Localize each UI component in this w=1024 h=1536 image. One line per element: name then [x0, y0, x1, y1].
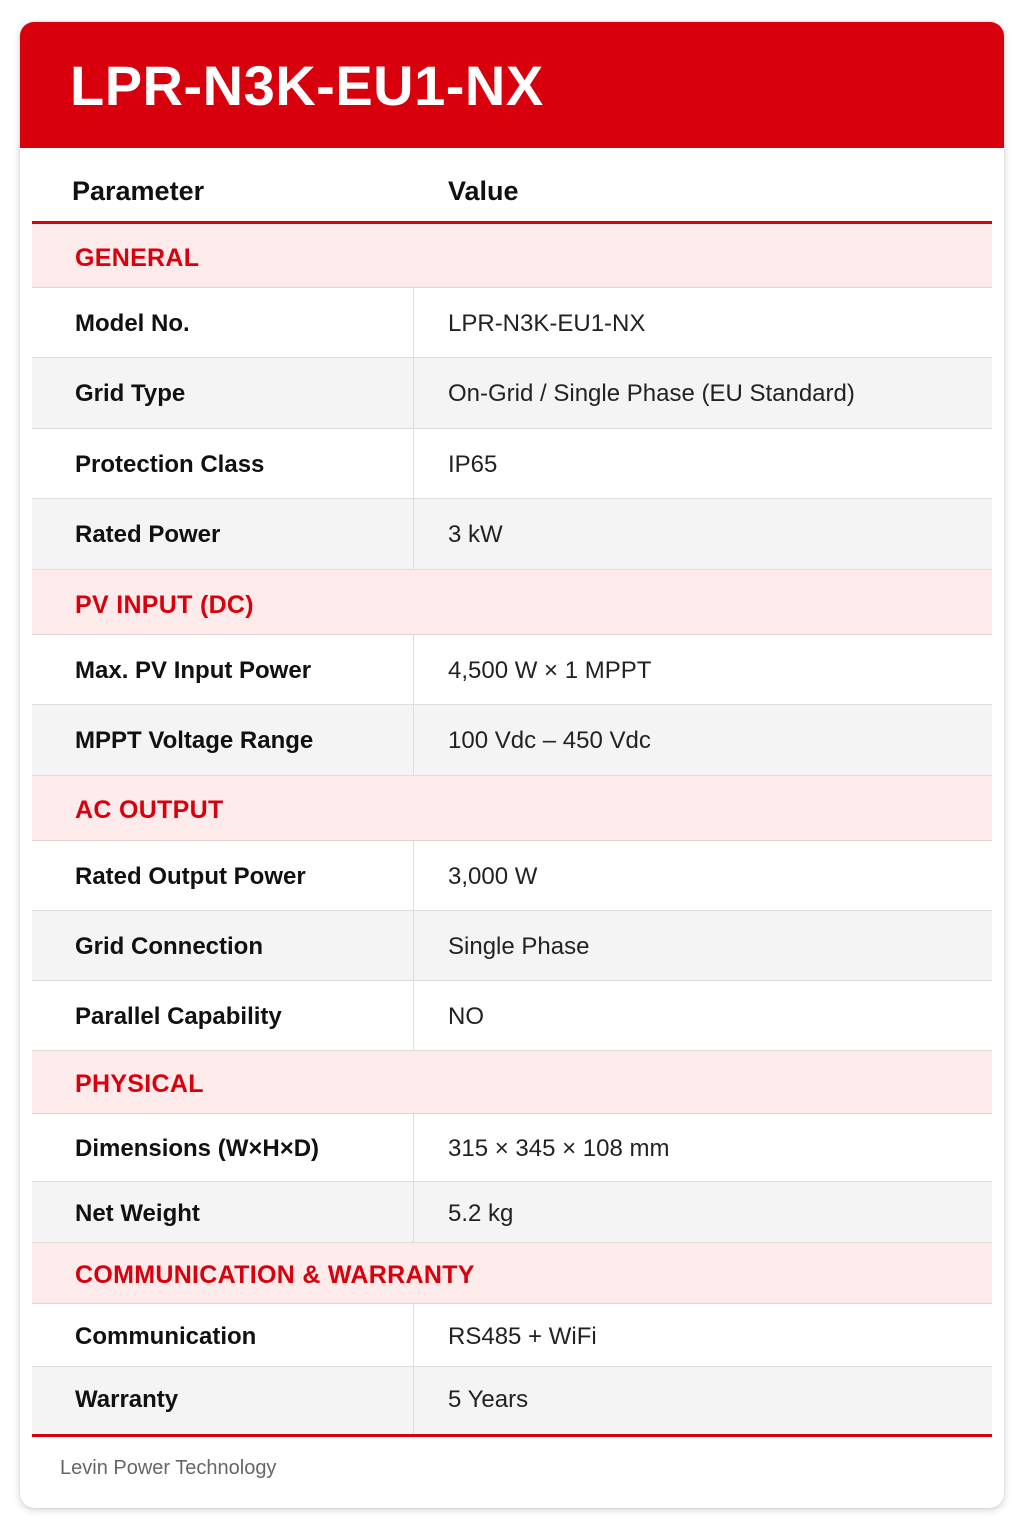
column-divider — [413, 429, 414, 498]
parameter-cell: MPPT Voltage Range — [75, 727, 314, 754]
parameter-cell: Warranty — [75, 1386, 179, 1413]
parameter-cell: Grid Type — [75, 380, 186, 407]
value-cell: 3 kW — [448, 521, 503, 548]
table-row — [32, 429, 992, 499]
title-bar — [20, 22, 1004, 148]
parameter-cell: Rated Output Power — [75, 863, 306, 890]
value-cell: 315 × 345 × 108 mm — [448, 1135, 670, 1162]
value-cell: NO — [448, 1003, 484, 1030]
parameter-cell: Net Weight — [75, 1200, 200, 1227]
header-parameter: Parameter — [72, 176, 205, 206]
table-row — [32, 981, 992, 1051]
column-divider — [413, 841, 414, 910]
table-row — [32, 1304, 992, 1367]
column-divider — [413, 1182, 414, 1242]
column-divider — [413, 1304, 414, 1366]
parameter-cell: Max. PV Input Power — [75, 657, 312, 684]
parameter-cell: Rated Power — [75, 521, 221, 548]
section-label: PV INPUT (DC) — [75, 591, 254, 619]
column-divider — [413, 981, 414, 1050]
table-row — [32, 288, 992, 358]
section-label: COMMUNICATION & WARRANTY — [75, 1261, 475, 1289]
column-divider — [413, 705, 414, 775]
value-cell: Single Phase — [448, 933, 590, 960]
column-divider — [413, 1367, 414, 1434]
section-row — [32, 570, 992, 635]
value-cell: 5.2 kg — [448, 1200, 514, 1227]
table-header-row — [32, 148, 992, 224]
column-divider — [413, 1114, 414, 1181]
table-row — [32, 635, 992, 705]
table-row — [32, 1367, 992, 1434]
value-cell: IP65 — [448, 451, 498, 478]
column-divider — [413, 499, 414, 569]
section-label: GENERAL — [75, 244, 200, 272]
value-cell: On-Grid / Single Phase (EU Standard) — [448, 380, 855, 407]
parameter-cell: Communication — [75, 1323, 257, 1350]
footer-company-name: Levin Power Technology — [60, 1457, 277, 1479]
header-value: Value — [448, 176, 519, 206]
parameter-cell: Parallel Capability — [75, 1003, 282, 1030]
column-divider — [413, 911, 414, 980]
value-cell: 100 Vdc – 450 Vdc — [448, 727, 651, 754]
table-bottom-rule — [32, 1434, 992, 1437]
table-row — [32, 499, 992, 570]
section-label: AC OUTPUT — [75, 796, 224, 824]
table-row — [32, 841, 992, 911]
spec-table — [32, 148, 992, 1437]
table-row — [32, 705, 992, 776]
table-row — [32, 358, 992, 429]
parameter-cell: Grid Connection — [75, 933, 263, 960]
section-row — [32, 776, 992, 841]
value-cell: 4,500 W × 1 MPPT — [448, 657, 652, 684]
table-row — [32, 1182, 992, 1243]
section-row — [32, 224, 992, 288]
parameter-cell: Protection Class — [75, 451, 265, 478]
table-row — [32, 1114, 992, 1182]
column-divider — [413, 358, 414, 428]
parameter-cell: Model No. — [75, 310, 190, 337]
column-divider — [413, 288, 414, 357]
page-title: LPR-N3K-EU1-NX — [70, 54, 544, 117]
value-cell: LPR-N3K-EU1-NX — [448, 310, 646, 337]
value-cell: 5 Years — [448, 1386, 529, 1413]
section-row — [32, 1243, 992, 1304]
parameter-cell: Dimensions (W×H×D) — [75, 1135, 320, 1162]
section-row — [32, 1051, 992, 1114]
value-cell: RS485 + WiFi — [448, 1323, 597, 1350]
column-divider — [413, 635, 414, 704]
section-label: PHYSICAL — [75, 1070, 204, 1098]
spec-sheet-card — [20, 22, 1004, 1508]
value-cell: 3,000 W — [448, 863, 538, 890]
table-row — [32, 911, 992, 981]
